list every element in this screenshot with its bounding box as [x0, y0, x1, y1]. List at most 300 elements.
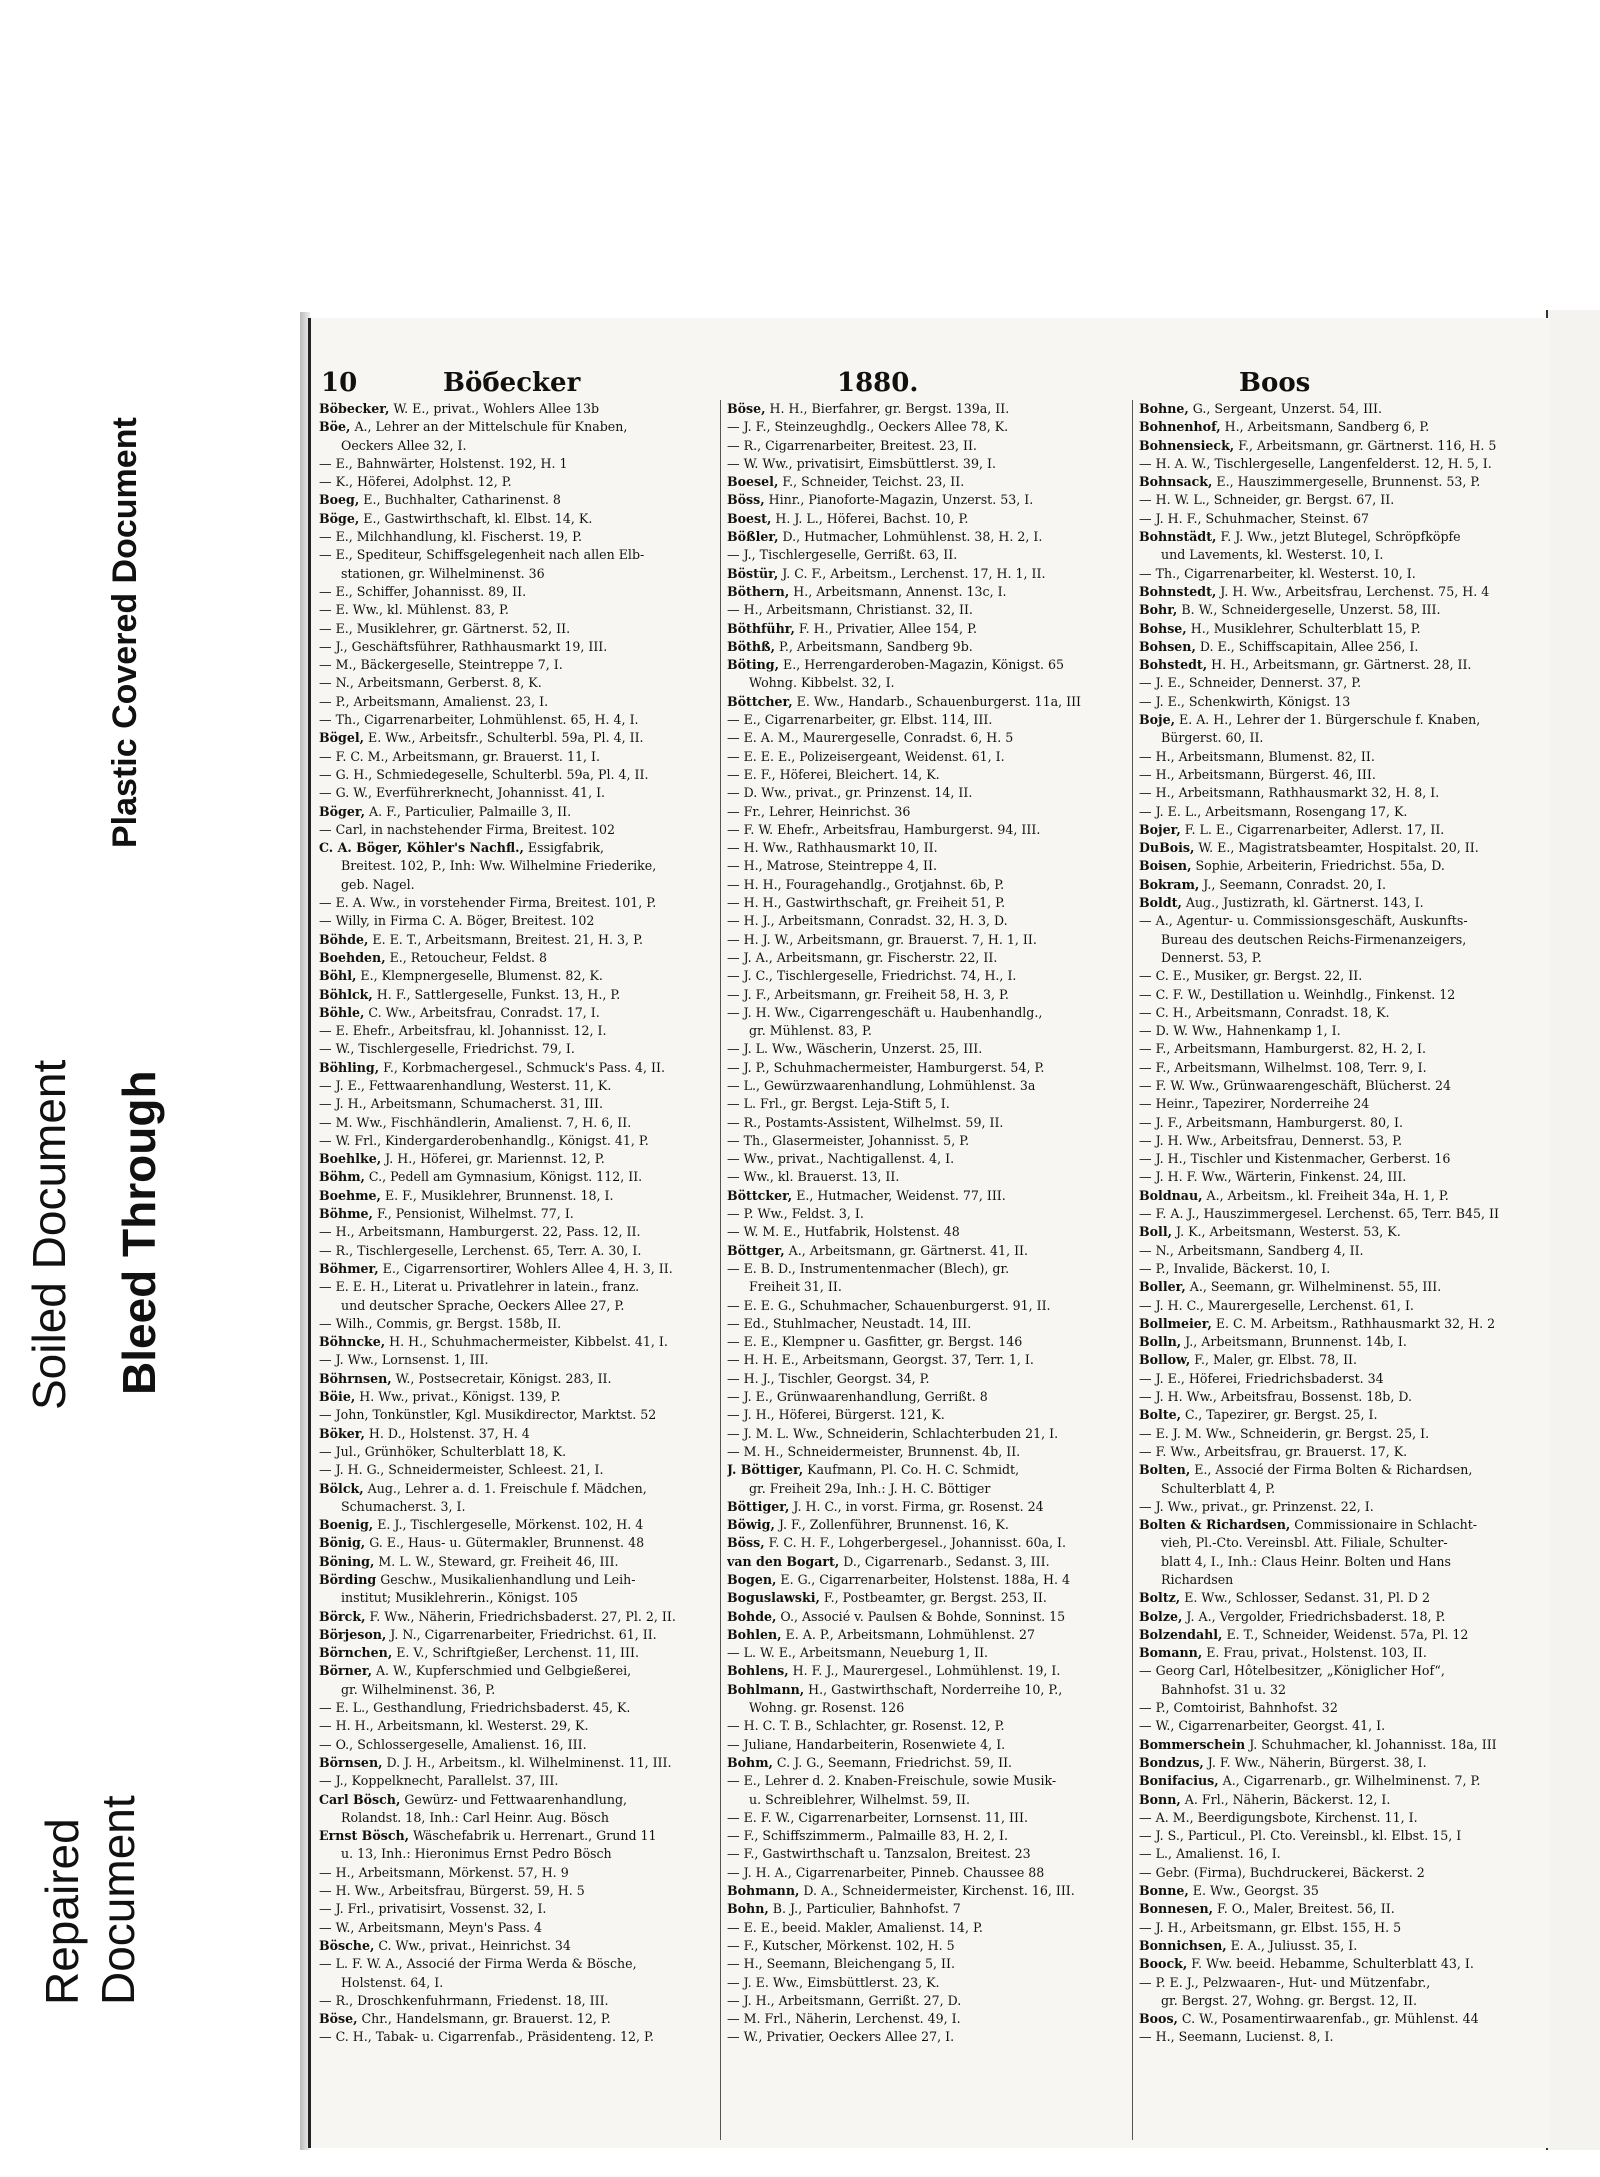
- directory-entry: [1139, 1297, 1535, 1315]
- directory-entry: [319, 1608, 715, 1626]
- directory-entry: [1139, 1388, 1535, 1406]
- entry-name: Börck,: [319, 1608, 366, 1624]
- entry-name: van den Bogart,: [727, 1553, 840, 1569]
- directory-entry: [727, 1187, 1123, 1205]
- entry-text: — J., Tischlergeselle, Gerrißt. 63, II.: [727, 547, 958, 563]
- directory-entry: [319, 1461, 715, 1479]
- directory-entry: [319, 638, 715, 656]
- entry-text: — Th., Cigarrenarbeiter, Lohmühlenst. 65, H. 4, I.: [319, 712, 639, 728]
- entry-text: Bureau des deutschen Reichs-Firmenanzeigers,: [1161, 931, 1467, 947]
- entry-text: — J. Ww., Lornsenst. 1, III.: [319, 1352, 489, 1368]
- entry-name: Bohmann,: [727, 1883, 800, 1899]
- entry-text: M. L. W., Steward, gr. Freiheit 46, III.: [374, 1553, 619, 1569]
- directory-entry: [1139, 1461, 1535, 1479]
- directory-entry: [727, 565, 1123, 583]
- entry-name: Böe,: [319, 419, 351, 435]
- entry-text: — E. F. W., Cigarrenarbeiter, Lornsenst. 11, III.: [727, 1809, 1028, 1825]
- directory-entry: [319, 1553, 715, 1571]
- directory-entry: [319, 1662, 715, 1680]
- entry-text: — Willy, in Firma C. A. Böger, Breitest. 102: [319, 913, 595, 929]
- directory-entry: [319, 1095, 715, 1113]
- directory-entry: [1139, 912, 1535, 930]
- entry-text: H. H., Arbeitsmann, gr. Gärtnerst. 28, II.: [1207, 657, 1472, 673]
- entry-text: — E. L., Gesthandlung, Friedrichsbaderst. 45, K.: [319, 1700, 631, 1716]
- entry-text: — E., Lehrer d. 2. Knaben-Freischule, sowie Musik-: [727, 1773, 1057, 1789]
- directory-entry: [319, 821, 715, 839]
- directory-entry: [727, 1278, 1123, 1296]
- directory-entry: [319, 1187, 715, 1205]
- entry-text: — J. C., Tischlergeselle, Friedrichst. 74, H., I.: [727, 968, 1017, 984]
- directory-entry: [319, 967, 715, 985]
- directory-entry: [1139, 1242, 1535, 1260]
- entry-text: u. 13, Inh.: Hieronimus Ernst Pedro Bösch: [341, 1846, 612, 1862]
- directory-entry: [319, 1315, 715, 1333]
- entry-text: stationen, gr. Wilhelminenst. 36: [341, 565, 545, 581]
- directory-entry: [1139, 1004, 1535, 1022]
- directory-entry: [1139, 1754, 1535, 1772]
- directory-entry: [1139, 1534, 1535, 1552]
- entry-text: — R., Postamts-Assistent, Wilhelmst. 59, II.: [727, 1114, 1004, 1130]
- entry-name: Bohnensieck,: [1139, 437, 1235, 453]
- directory-entry: [319, 1827, 715, 1845]
- directory-entry: [727, 418, 1123, 436]
- entry-text: — J. F., Arbeitsmann, gr. Freiheit 58, H. 3, P.: [727, 986, 1009, 1002]
- entry-name: Böse,: [727, 401, 766, 416]
- directory-entry: [319, 1882, 715, 1900]
- directory-entry: [727, 1114, 1123, 1132]
- entry-text: — F. Ww., Arbeitsfrau, gr. Brauerst. 17, K.: [1139, 1443, 1408, 1459]
- entry-text: D., Hutmacher, Lohmühlenst. 38, H. 2, I.: [778, 529, 1043, 545]
- entry-text: Oeckers Allee 32, I.: [341, 437, 467, 453]
- entry-text: E. Ww., Georgst. 35: [1188, 1883, 1319, 1899]
- entry-name: Bohlmann,: [727, 1681, 805, 1697]
- entry-text: C. Ww., privat., Heinrichst. 34: [374, 1937, 571, 1953]
- directory-entry: [727, 638, 1123, 656]
- entry-text: — J. H. A., Cigarrenarbeiter, Pinneb. Chaussee 88: [727, 1864, 1045, 1880]
- directory-entry: [727, 1406, 1123, 1424]
- entry-name: Bohsen,: [1139, 638, 1196, 654]
- entry-name: Boehden,: [319, 949, 386, 965]
- entry-text: J., Arbeitsmann, Brunnenst. 14b, I.: [1181, 1334, 1407, 1350]
- entry-text: Bahnhofst. 31 u. 32: [1161, 1681, 1287, 1697]
- entry-name: Böker,: [319, 1425, 365, 1441]
- directory-entry: [319, 1004, 715, 1022]
- entry-text: A. W., Kupferschmied und Gelbgießerei,: [371, 1663, 632, 1679]
- directory-entry: [1139, 418, 1535, 436]
- directory-entry: [319, 1699, 715, 1717]
- entry-text: Dennerst. 53, P.: [1161, 949, 1262, 965]
- entry-text: — J. H., Höferei, Bürgerst. 121, K.: [727, 1407, 945, 1423]
- directory-entry: [727, 1498, 1123, 1516]
- entry-text: C., Tapezirer, gr. Bergst. 25, I.: [1181, 1407, 1378, 1423]
- entry-text: — E., Musiklehrer, gr. Gärtnerst. 52, II.: [319, 620, 571, 636]
- entry-text: Wohng. Kibbelst. 32, I.: [749, 675, 895, 691]
- entry-text: blatt 4, I., Inh.: Claus Heinr. Bolten und Hans: [1161, 1553, 1451, 1569]
- entry-text: — D. W. Ww., Hahnenkamp 1, I.: [1139, 1023, 1341, 1039]
- directory-entry: [727, 2028, 1123, 2046]
- entry-text: — J., Koppelknecht, Parallelst. 37, III.: [319, 1773, 559, 1789]
- entry-text: H., Musiklehrer, Schulterblatt 15, P.: [1186, 620, 1421, 636]
- directory-entry: [727, 1059, 1123, 1077]
- entry-name: Börner,: [319, 1663, 372, 1679]
- directory-entry: [727, 674, 1123, 692]
- directory-entry: [1139, 894, 1535, 912]
- entry-text: H., Arbeitsmann, Annenst. 13c, I.: [789, 583, 1007, 599]
- entry-text: — E. E. G., Schuhmacher, Schauenburgerst. 91, II.: [727, 1297, 1051, 1313]
- directory-entry: [727, 437, 1123, 455]
- directory-entry: [319, 1388, 715, 1406]
- entry-name: Ernst Bösch,: [319, 1828, 410, 1844]
- entry-name: Böss,: [727, 1535, 765, 1551]
- directory-entry: [319, 1937, 715, 1955]
- directory-entry: [727, 1827, 1123, 1845]
- directory-entry: [727, 693, 1123, 711]
- repaired-document-label: Repaired Document: [36, 1795, 144, 2005]
- entry-text: — H. C. T. B., Schlachter, gr. Rosenst. 12, P.: [727, 1718, 1005, 1734]
- directory-entry: [1139, 1406, 1535, 1424]
- directory-entry: [1139, 2028, 1535, 2046]
- entry-text: Essigfabrik,: [523, 840, 605, 856]
- directory-entry: [1139, 528, 1535, 546]
- entry-text: J. N., Cigarrenarbeiter, Friedrichst. 61, II.: [386, 1626, 657, 1642]
- entry-text: — J. F., Arbeitsmann, Hamburgerst. 80, I.: [1139, 1114, 1404, 1130]
- directory-entry: [1139, 455, 1535, 473]
- entry-name: Böttcker,: [727, 1187, 793, 1203]
- entry-text: — J. H. G., Schneidermeister, Schleest. 21, I.: [319, 1462, 604, 1478]
- directory-entry: [1139, 821, 1535, 839]
- directory-entry: [1139, 1736, 1535, 1754]
- entry-text: — H., Arbeitsmann, Christianst. 32, II.: [727, 602, 973, 618]
- entry-name: Boenig,: [319, 1517, 374, 1533]
- entry-text: E. E. T., Arbeitsmann, Breitest. 21, H. 3, P.: [368, 931, 643, 947]
- directory-entry: [1139, 1223, 1535, 1241]
- entry-text: — J. H. Ww., Arbeitsfrau, Bossenst. 18b, D.: [1139, 1389, 1412, 1405]
- entry-text: — Th., Cigarrenarbeiter, kl. Westerst. 10, I.: [1139, 565, 1416, 581]
- directory-entry: [1139, 748, 1535, 766]
- directory-entry: [727, 1333, 1123, 1351]
- entry-name: Bolzendahl,: [1139, 1626, 1223, 1642]
- entry-text: — J. M. L. Ww., Schneiderin, Schlachterbuden 21, I.: [727, 1425, 1059, 1441]
- directory-entry: [727, 1662, 1123, 1680]
- directory-entry: [1139, 1260, 1535, 1278]
- entry-text: Aug., Justizrath, kl. Gärtnerst. 143, I.: [1181, 895, 1424, 911]
- directory-entry: [1139, 711, 1535, 729]
- directory-entry: [319, 528, 715, 546]
- entry-name: Böwig,: [727, 1517, 775, 1533]
- directory-entry: [727, 1699, 1123, 1717]
- directory-entry: [1139, 1370, 1535, 1388]
- entry-text: E. C. M. Arbeitsm., Rathhausmarkt 32, H. 2: [1211, 1315, 1496, 1331]
- directory-entry: [727, 931, 1123, 949]
- directory-entry: [319, 1864, 715, 1882]
- entry-text: J. F. Ww., Näherin, Bürgerst. 38, I.: [1203, 1754, 1427, 1770]
- entry-text: H. Ww., privat., Königst. 139, P.: [355, 1389, 561, 1405]
- entry-text: E., Associé der Firma Bolten & Richardsen,: [1190, 1462, 1473, 1478]
- entry-text: — H., Arbeitsmann, Hamburgerst. 22, Pass. 12, II.: [319, 1224, 641, 1240]
- directory-entry: [319, 1589, 715, 1607]
- entry-name: Bohnsack,: [1139, 474, 1213, 490]
- column-2: [727, 400, 1123, 2140]
- directory-entry: [1139, 1992, 1535, 2010]
- directory-entry: [319, 1406, 715, 1424]
- entry-text: gr. Wilhelminenst. 36, P.: [341, 1681, 496, 1697]
- entry-name: Carl Bösch,: [319, 1791, 401, 1807]
- directory-entry: [1139, 1571, 1535, 1589]
- directory-entry: [727, 2010, 1123, 2028]
- directory-entry: [319, 1498, 715, 1516]
- entry-text: H., Arbeitsmann, Sandberg 6, P.: [1220, 419, 1430, 435]
- entry-text: — P., Comtoirist, Bahnhofst. 32: [1139, 1700, 1338, 1716]
- directory-entry: [727, 601, 1123, 619]
- directory-entry: [319, 583, 715, 601]
- entry-text: A., Arbeitsm., kl. Freiheit 34a, H. 1, P.: [1202, 1187, 1449, 1203]
- entry-text: — L., Gewürzwaarenhandlung, Lohmühlenst. 3a: [727, 1077, 1036, 1093]
- directory-entry: [727, 1626, 1123, 1644]
- directory-entry: [1139, 1699, 1535, 1717]
- directory-entry: [319, 1900, 715, 1918]
- entry-text: Kaufmann, Pl. Co. H. C. Schmidt,: [803, 1462, 1020, 1478]
- directory-entry: [1139, 1480, 1535, 1498]
- directory-entry: [319, 784, 715, 802]
- entry-text: F., Pensionist, Wilhelmst. 77, I.: [372, 1206, 574, 1222]
- directory-entry: [727, 1480, 1123, 1498]
- entry-text: — W. M. E., Hutfabrik, Holstenst. 48: [727, 1224, 960, 1240]
- bleed-through-label: Bleed Through: [113, 1070, 165, 1395]
- directory-entry: [319, 876, 715, 894]
- entry-name: Boehlke,: [319, 1151, 382, 1167]
- entry-text: P., Arbeitsmann, Sandberg 9b.: [774, 638, 973, 654]
- entry-name: Boltz,: [1139, 1590, 1181, 1606]
- entry-text: institut; Musiklehrerin., Königst. 105: [341, 1590, 578, 1606]
- directory-entry: [319, 1278, 715, 1296]
- directory-entry: [319, 1022, 715, 1040]
- entry-text: E. F., Musiklehrer, Brunnenst. 18, I.: [380, 1187, 614, 1203]
- header-year: 1880.: [837, 368, 919, 398]
- directory-entry: [1139, 1919, 1535, 1937]
- entry-text: — J. E. L., Arbeitsmann, Rosengang 17, K.: [1139, 803, 1408, 819]
- entry-text: — H., Matrose, Steintreppe 4, II.: [727, 858, 937, 874]
- entry-text: — F., Arbeitsmann, Hamburgerst. 82, H. 2, I.: [1139, 1041, 1426, 1057]
- directory-entry: [319, 418, 715, 436]
- directory-entry: [319, 1425, 715, 1443]
- directory-entry: [319, 1791, 715, 1809]
- entry-text: F. O., Maler, Breitest. 56, II.: [1213, 1901, 1395, 1917]
- directory-entry: [319, 491, 715, 509]
- entry-name: Bojer,: [1139, 821, 1181, 837]
- entry-text: — J. H. Ww., Arbeitsfrau, Dennerst. 53, P.: [1139, 1132, 1403, 1148]
- directory-entry: [1139, 491, 1535, 509]
- directory-entry: [319, 1626, 715, 1644]
- directory-entry: [727, 1443, 1123, 1461]
- entry-text: Hinr., Pianoforte-Magazin, Unzerst. 53, I.: [764, 492, 1034, 508]
- entry-text: — E. Ehefr., Arbeitsfrau, kl. Johannisst. 12, I.: [319, 1023, 607, 1039]
- directory-entry: [319, 601, 715, 619]
- entry-text: — C. E., Musiker, gr. Bergst. 22, II.: [1139, 968, 1363, 984]
- directory-entry: [1139, 1717, 1535, 1735]
- directory-entry: [727, 1516, 1123, 1534]
- column-3: [1139, 400, 1535, 2140]
- directory-entry: [319, 1644, 715, 1662]
- directory-entry: [727, 1351, 1123, 1369]
- directory-entry: [319, 1534, 715, 1552]
- entry-name: Bohn,: [727, 1901, 769, 1917]
- entry-name: Bondzus,: [1139, 1754, 1204, 1770]
- entry-text: — E. F., Höferei, Bleichert. 14, K.: [727, 766, 940, 782]
- directory-entry: [727, 1992, 1123, 2010]
- entry-name: Böhl,: [319, 968, 357, 984]
- directory-entry: [1139, 583, 1535, 601]
- entry-text: — F., Kutscher, Mörkenst. 102, H. 5: [727, 1937, 955, 1953]
- entry-text: E. Frau, privat., Holstenst. 103, II.: [1202, 1645, 1427, 1661]
- entry-text: A., Seemann, gr. Wilhelminenst. 55, III.: [1185, 1279, 1442, 1295]
- entry-name: Bohde,: [727, 1608, 777, 1624]
- entry-text: gr. Bergst. 27, Wohng. gr. Bergst. 12, II.: [1161, 1992, 1418, 2008]
- entry-text: Rolandst. 18, Inh.: Carl Heinr. Aug. Bösch: [341, 1809, 609, 1825]
- entry-text: — H., Arbeitsmann, Blumenst. 82, II.: [1139, 748, 1375, 764]
- directory-entry: [319, 620, 715, 638]
- entry-text: — J. H., Arbeitsmann, Schumacherst. 31, III.: [319, 1096, 604, 1112]
- entry-text: B. W., Schneidergeselle, Unzerst. 58, III.: [1177, 602, 1441, 618]
- directory-entry: [319, 986, 715, 1004]
- directory-entry: [319, 674, 715, 692]
- entry-text: J., Seemann, Conradst. 20, I.: [1199, 876, 1387, 892]
- entry-text: — A., Agentur- u. Commissionsgeschäft, Auskunfts-: [1139, 913, 1468, 929]
- entry-name: Böbecker,: [319, 401, 390, 416]
- entry-text: E. A. H., Lehrer der 1. Bürgerschule f. Knaben,: [1175, 712, 1481, 728]
- entry-name: Bolze,: [1139, 1608, 1183, 1624]
- entry-text: — F. C. M., Arbeitsmann, gr. Brauerst. 11, I.: [319, 748, 600, 764]
- directory-entry: [727, 1919, 1123, 1937]
- directory-entry: [727, 1955, 1123, 1973]
- entry-name: Bohnstedt,: [1139, 583, 1217, 599]
- columns: [319, 400, 1543, 2140]
- entry-text: H. J. L., Höferei, Bachst. 10, P.: [771, 510, 969, 526]
- entry-text: — G. W., Everführerknecht, Johannisst. 41, I.: [319, 785, 606, 801]
- entry-text: — E., Cigarrenarbeiter, gr. Elbst. 114, III.: [727, 712, 993, 728]
- entry-text: Holstenst. 64, I.: [341, 1974, 444, 1990]
- entry-text: C., Pedell am Gymnasium, Königst. 112, II.: [364, 1169, 643, 1185]
- directory-entry: [1139, 1772, 1535, 1790]
- directory-entry: [727, 1845, 1123, 1863]
- entry-text: E., Herrengarderoben-Magazin, Königst. 65: [779, 657, 1064, 673]
- entry-text: J. K., Arbeitsmann, Westerst. 53, K.: [1172, 1224, 1401, 1240]
- entry-text: — E. A. Ww., in vorstehender Firma, Breitest. 101, P.: [319, 895, 657, 911]
- directory-entry: [727, 1772, 1123, 1790]
- entry-text: — E. J. M. Ww., Schneiderin, gr. Bergst. 25, I.: [1139, 1425, 1430, 1441]
- entry-text: Commissionaire in Schlacht-: [1290, 1517, 1478, 1533]
- directory-entry: [1139, 784, 1535, 802]
- entry-text: C. W., Posamentirwaarenfab., gr. Mühlenst. 44: [1177, 2011, 1479, 2027]
- directory-entry: [1139, 510, 1535, 528]
- directory-entry: [727, 1040, 1123, 1058]
- entry-name: Boldnau,: [1139, 1187, 1203, 1203]
- entry-text: — P., Invalide, Bäckerst. 10, I.: [1139, 1260, 1331, 1276]
- directory-entry: [727, 766, 1123, 784]
- directory-entry: [319, 839, 715, 857]
- directory-entry: [727, 528, 1123, 546]
- entry-text: E. A., Juliusst. 35, I.: [1226, 1937, 1358, 1953]
- directory-entry: [1139, 857, 1535, 875]
- directory-entry: [1139, 1150, 1535, 1168]
- directory-entry: [319, 1772, 715, 1790]
- directory-entry: [727, 1937, 1123, 1955]
- directory-entry: [1139, 1882, 1535, 1900]
- entry-text: — E. E. E., Polizeisergeant, Weidenst. 61, I.: [727, 748, 1005, 764]
- entry-name: Boehme,: [319, 1187, 381, 1203]
- entry-text: — H. A. W., Tischlergeselle, Langenfelderst. 12, H. 5, I.: [1139, 455, 1492, 471]
- entry-name: Bolten & Richardsen,: [1139, 1517, 1291, 1533]
- entry-text: A., Cigarrenarb., gr. Wilhelminenst. 7, P.: [1218, 1773, 1481, 1789]
- directory-entry: [727, 1736, 1123, 1754]
- directory-entry: [727, 1644, 1123, 1662]
- entry-name: Bohse,: [1139, 620, 1187, 636]
- entry-name: Börjeson,: [319, 1626, 387, 1642]
- entry-text: D. A., Schneidermeister, Kirchenst. 16, III.: [799, 1883, 1075, 1899]
- directory-entry: [319, 803, 715, 821]
- entry-text: — E. A. M., Maurergeselle, Conradst. 6, H. 5: [727, 730, 1014, 746]
- entry-text: Richardsen: [1161, 1572, 1234, 1587]
- entry-text: — P. E. J., Pelzwaaren-, Hut- und Mützenfabr.,: [1139, 1974, 1431, 1990]
- entry-text: — J. E., Fettwaarenhandlung, Westerst. 11, K.: [319, 1077, 612, 1093]
- directory-entry: [319, 510, 715, 528]
- directory-entry: [727, 1974, 1123, 1992]
- entry-text: C. J. G., Seemann, Friedrichst. 59, II.: [772, 1754, 1013, 1770]
- entry-name: Bohr,: [1139, 602, 1178, 618]
- entry-text: Chr., Handelsmann, gr. Brauerst. 12, P.: [357, 2011, 611, 2027]
- entry-name: Boldt,: [1139, 895, 1182, 911]
- entry-text: — J. H. F., Schuhmacher, Steinst. 67: [1139, 510, 1370, 526]
- entry-text: — J. H. Ww., Cigarrengeschäft u. Haubenhandlg.,: [727, 1004, 1043, 1020]
- entry-text: — M., Bäckergeselle, Steintreppe 7, I.: [319, 657, 563, 673]
- directory-entry: [1139, 400, 1535, 418]
- entry-name: Bolte,: [1139, 1407, 1182, 1423]
- entry-text: — F. W. Ww., Grünwaarengeschäft, Blücherst. 24: [1139, 1077, 1452, 1093]
- entry-name: Böhde,: [319, 931, 369, 947]
- directory-entry: [1139, 1900, 1535, 1918]
- entry-text: — Juliane, Handarbeiterin, Rosenwiete 4, I.: [727, 1736, 1006, 1752]
- entry-text: — L. W. E., Arbeitsmann, Neueburg 1, II.: [727, 1645, 989, 1661]
- entry-text: F. Ww., Näherin, Friedrichsbaderst. 27, Pl. 2, II.: [365, 1608, 676, 1624]
- entry-name: Böthern,: [727, 583, 790, 599]
- entry-text: Wäschefabrik u. Herrenart., Grund 11: [409, 1828, 657, 1844]
- entry-name: Bollow,: [1139, 1352, 1191, 1368]
- entry-text: Sophie, Arbeiterin, Friedrichst. 55a, D.: [1191, 858, 1445, 874]
- directory-page: [308, 318, 1549, 2148]
- entry-text: — H. H., Fouragehandlg., Grotjahnst. 6b, P.: [727, 876, 1005, 892]
- entry-text: — H., Seemann, Bleichengang 5, II.: [727, 1956, 956, 1972]
- entry-text: J. H., Höferei, gr. Mariennst. 12, P.: [381, 1151, 605, 1167]
- entry-text: — A. M., Beerdigungsbote, Kirchenst. 11, I.: [1139, 1809, 1418, 1825]
- directory-entry: [727, 1571, 1123, 1589]
- entry-text: — J. H. F. Ww., Wärterin, Finkenst. 24, III.: [1139, 1169, 1407, 1185]
- entry-text: F. H., Privatier, Allee 154, P.: [794, 620, 977, 636]
- entry-name: Bommerschein: [1139, 1736, 1246, 1752]
- entry-text: — M. H., Schneidermeister, Brunnenst. 4b, II.: [727, 1443, 1021, 1459]
- entry-text: — Ed., Stuhlmacher, Neustadt. 14, III.: [727, 1315, 972, 1331]
- entry-text: — G. H., Schmiedegeselle, Schulterbl. 59a, Pl. 4, II.: [319, 766, 649, 782]
- directory-entry: [1139, 1278, 1535, 1296]
- entry-name: Bonn,: [1139, 1791, 1181, 1807]
- entry-text: — H. J. W., Arbeitsmann, gr. Brauerst. 7, H. 1, II.: [727, 931, 1037, 947]
- entry-name: Böhle,: [319, 1004, 365, 1020]
- entry-name: Bollmeier,: [1139, 1315, 1212, 1331]
- entry-text: gr. Freiheit 29a, Inh.: J. H. C. Böttiger: [749, 1480, 991, 1496]
- directory-entry: [727, 1223, 1123, 1241]
- directory-entry: [319, 1717, 715, 1735]
- entry-text: — C. H., Tabak- u. Cigarrenfab., Präsidenteng. 12, P.: [319, 2029, 654, 2045]
- directory-entry: [727, 1608, 1123, 1626]
- plastic-covered-label: Plastic Covered Document: [106, 417, 144, 848]
